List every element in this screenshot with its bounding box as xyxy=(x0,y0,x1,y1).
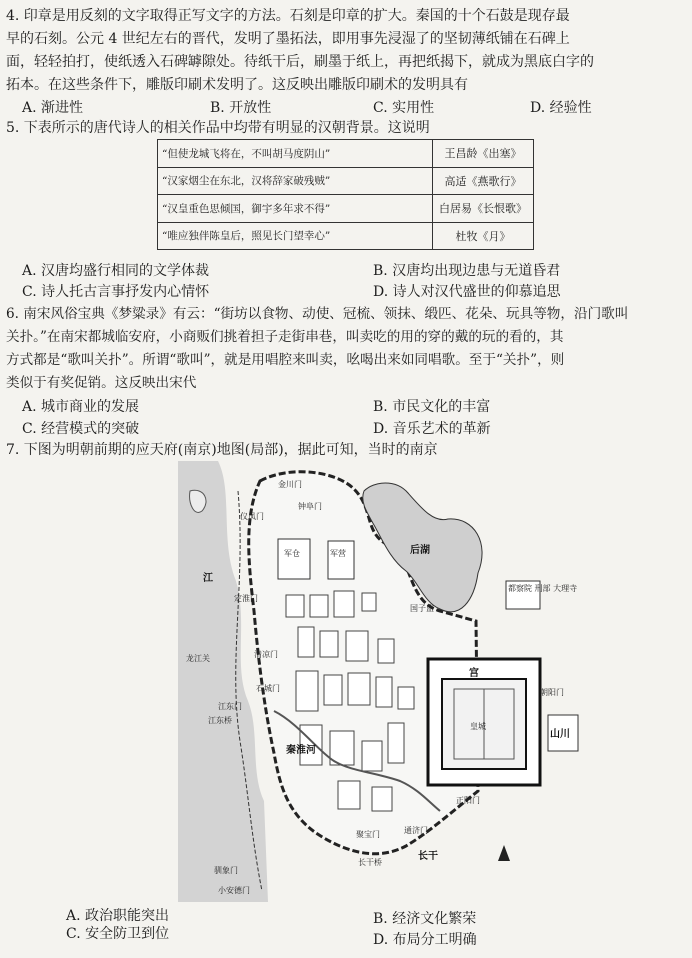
military-block-1 xyxy=(278,539,310,579)
changgan-label: 长干 xyxy=(418,851,438,862)
question-5 xyxy=(6,117,430,140)
gate-label: 钟阜门 xyxy=(298,502,322,511)
q4-option-d[interactable]: D. 经验性 xyxy=(530,100,592,116)
gate-label: 通济门 xyxy=(404,826,428,835)
table-row xyxy=(158,222,534,250)
military-label-1: 军仓 xyxy=(284,549,300,558)
shanchuan-label: 山川 xyxy=(550,729,570,740)
question-4 xyxy=(6,5,594,97)
q7-option-b[interactable]: B. 经济文化繁荣 xyxy=(373,911,477,927)
qinhuai-label: 秦淮河 xyxy=(286,745,316,756)
q5-option-a[interactable]: A. 汉唐均盛行相同的文学体裁 xyxy=(22,263,210,279)
q5-option-d[interactable]: D. 诗人对汉代盛世的仰慕追思 xyxy=(373,284,561,300)
question-7 xyxy=(6,439,438,462)
poem-source: 白居易《长恨歌》 xyxy=(433,195,534,223)
compass-icon xyxy=(498,845,510,861)
table-row xyxy=(158,195,534,223)
q6-option-c[interactable]: C. 经营模式的突破 xyxy=(22,421,140,437)
gate-label: 清凉门 xyxy=(254,650,278,659)
q6-option-b[interactable]: B. 市民文化的丰富 xyxy=(373,399,491,415)
nanjing-map xyxy=(178,461,584,902)
gate-label: 定淮门 xyxy=(234,594,258,603)
office-label: 都察院 刑部 大理寺 xyxy=(508,584,578,593)
gate-label: 小安德门 xyxy=(218,886,250,895)
q6-option-d[interactable]: D. 音乐艺术的革新 xyxy=(373,421,491,437)
river-label: 江 xyxy=(203,573,213,584)
q6-line: 6. 南宋风俗宝典《梦粱录》有云：“街坊以食物、动使、冠梳、领抹、缎匹、花朵、玩具等物，沿门歌叫 xyxy=(6,306,629,322)
palace-city-label: 皇城 xyxy=(470,722,486,731)
q6-line: 方式都是“歌叫关扑”。所谓“歌叫”，就是用唱腔来叫卖，吆喝出来如同唱歌。至于“关扑”，则 xyxy=(6,352,565,368)
q7-option-a[interactable]: A. 政治职能突出 xyxy=(66,908,170,924)
lake-label: 后湖 xyxy=(410,545,430,556)
gate-label: 金川门 xyxy=(278,480,302,489)
table-row xyxy=(158,140,534,168)
guozijian-label: 国子监 xyxy=(410,604,434,613)
q4-option-b[interactable]: B. 开放性 xyxy=(210,100,272,116)
q4-line: 4. 印章是用反刻的文字取得正写文字的方法。石刻是印章的扩大。秦国的十个石鼓是现存最 xyxy=(6,8,570,24)
gate-label: 朝阳门 xyxy=(540,688,564,697)
question-6 xyxy=(6,303,686,395)
jiangdong-bridge-label: 江东桥 xyxy=(208,716,232,725)
q4-line: 面，轻轻拍打，使纸透入石碑罅隙处。待纸干后，刷墨于纸上，再把纸揭下，就成为黑底白字的 xyxy=(6,54,594,70)
poem-source: 高适《燕歌行》 xyxy=(433,167,534,195)
table-row xyxy=(158,167,534,195)
q7-option-d[interactable]: D. 布局分工明确 xyxy=(373,932,477,948)
gate-label: 石城门 xyxy=(256,684,280,693)
military-label-2: 军营 xyxy=(330,549,346,558)
q4-line: 早的石刻。公元 4 世纪左右的晋代，发明了墨拓法，即用事先浸湿了的坚韧薄纸铺在石碑上 xyxy=(6,31,570,47)
q6-line: 类似于有奖促销。这反映出宋代 xyxy=(6,375,197,391)
longjiang-label: 龙江关 xyxy=(186,654,210,663)
poem-verse: “汉皇重色思倾国，御宇多年求不得” xyxy=(158,195,433,223)
poem-source: 王昌龄《出塞》 xyxy=(433,140,534,168)
q6-option-a[interactable]: A. 城市商业的发展 xyxy=(22,399,140,415)
poem-verse: “唯应独伴陈皇后，照见长门望幸心” xyxy=(158,222,433,250)
q4-option-c[interactable]: C. 实用性 xyxy=(373,100,435,116)
gate-label: 驯象门 xyxy=(214,866,238,875)
poem-table xyxy=(157,139,534,250)
palace-label: 宫 xyxy=(469,668,479,679)
q4-option-a[interactable]: A. 渐进性 xyxy=(22,100,84,116)
q5-option-c[interactable]: C. 诗人托古言事抒发内心情怀 xyxy=(22,284,210,300)
gate-label: 仪凤门 xyxy=(240,512,264,521)
changgan-bridge-label: 长干桥 xyxy=(358,858,382,867)
q5-stem: 5. 下表所示的唐代诗人的相关作品中均带有明显的汉朝背景。这说明 xyxy=(6,120,430,136)
military-block-2 xyxy=(328,541,354,579)
poem-verse: “但使龙城飞将在，不叫胡马度阴山” xyxy=(158,140,433,168)
q5-option-b[interactable]: B. 汉唐均出现边患与无道昏君 xyxy=(373,263,561,279)
q6-line: 关扑。”在南宋都城临安府，小商贩们挑着担子走街串巷，叫卖吃的用的穿的戴的玩的看的，其 xyxy=(6,329,564,345)
poem-verse: “汉家烟尘在东北，汉将辞家破残贼” xyxy=(158,167,433,195)
gate-label: 聚宝门 xyxy=(356,830,380,839)
q4-line: 拓本。在这些条件下，雕版印刷术发明了。这反映出雕版印刷术的发明具有 xyxy=(6,77,468,93)
gate-label: 正阳门 xyxy=(456,796,480,805)
q7-option-c[interactable]: C. 安全防卫到位 xyxy=(66,926,170,942)
gate-label: 江东门 xyxy=(218,702,242,711)
poem-source: 杜牧《月》 xyxy=(433,222,534,250)
q7-stem: 7. 下图为明朝前期的应天府(南京)地图(局部)，据此可知，当时的南京 xyxy=(6,442,438,458)
